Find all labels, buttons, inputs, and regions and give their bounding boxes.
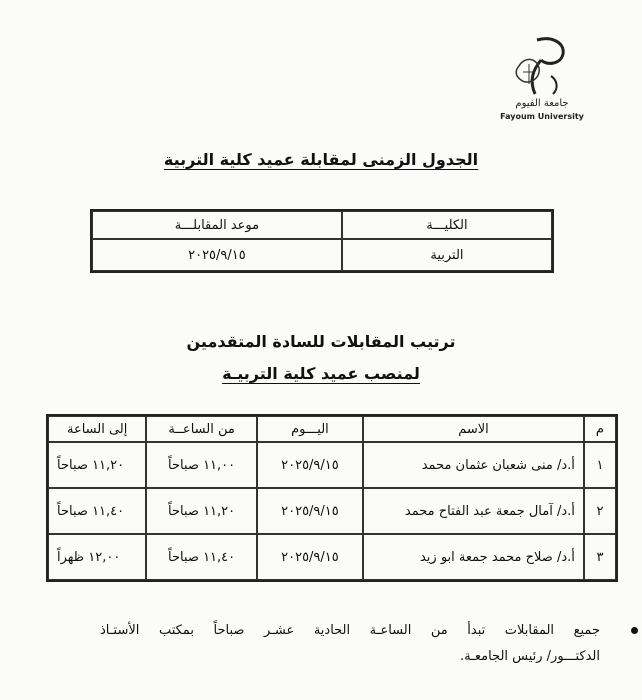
logo-english-name: Fayoum University [500, 112, 584, 121]
header-name: الاسم [363, 416, 584, 442]
cell-to-time [48, 534, 146, 580]
cell-to-time [48, 488, 146, 534]
schedule-table-header [92, 211, 552, 239]
cell-name: أ.د/ آمال جمعة عبد الفتاح محمد [363, 488, 584, 534]
header-faculty: الكليـــة [342, 211, 552, 239]
cell-day: ٢٠٢٥/٩/١٥ [257, 442, 363, 488]
table-row [48, 488, 616, 534]
cell-from-time: ١١,٢٠ صباحاً [146, 488, 256, 534]
cell-day: ٢٠٢٥/٩/١٥ [257, 534, 363, 580]
cell-faculty: التربية [342, 239, 552, 271]
cell-from-time: ١١,٠٠ صباحاً [146, 442, 256, 488]
cell-from-time: ١١,٤٠ صباحاً [146, 534, 256, 580]
cell-number: ٢ [584, 488, 616, 534]
logo-arabic-name: جامعة الفيوم [515, 98, 569, 109]
schedule-table [90, 209, 554, 273]
candidates-table [46, 414, 618, 582]
header-number: م [584, 416, 616, 442]
note-line-1: جميع المقابلات تبدأ من الساعـة الحادية عشـر صباحاً بمكتب الأستـاذ [100, 623, 600, 638]
page-title-text: الجدول الزمنى لمقابلة عميد كلية التربية [163, 150, 479, 169]
note [100, 618, 600, 670]
cell-name: أ.د/ منى شعبان عثمان محمد [363, 442, 584, 488]
page-title [0, 150, 642, 169]
table-row [48, 534, 616, 580]
cell-to-time-value: ١٢,٠٠ ظهراً [57, 549, 121, 565]
university-logo [497, 36, 587, 122]
header-interview-date: موعد المقابلـــة [92, 211, 342, 239]
section-subtitle [0, 364, 642, 383]
fayoum-university-logo-icon [507, 36, 577, 98]
cell-number: ١ [584, 442, 616, 488]
cell-name: أ.د/ صلاح محمد جمعة ابو زيد [363, 534, 584, 580]
table-row [48, 442, 616, 488]
cell-day: ٢٠٢٥/٩/١٥ [257, 488, 363, 534]
cell-to-time-value: ١١,٤٠ صباحاً [57, 503, 125, 519]
cell-to-time-value: ١١,٢٠ صباحاً [57, 457, 125, 473]
section-subtitle-text: لمنصب عميد كلية التربيـة [222, 364, 420, 383]
header-day: اليـــوم [257, 416, 363, 442]
note-line-2: الدكتـــور/ رئيس الجامعـة. [459, 649, 600, 664]
cell-to-time [48, 442, 146, 488]
schedule-table-row [92, 239, 552, 271]
candidates-table-header [48, 416, 616, 442]
bullet-icon [631, 627, 638, 634]
cell-interview-date: ٢٠٢٥/٩/١٥ [92, 239, 342, 271]
cell-number: ٣ [584, 534, 616, 580]
header-to-time: إلى الساعة [48, 416, 146, 442]
section-title: ترتيب المقابلات للسادة المتقدمين [186, 332, 456, 351]
header-from-time: من الساعــة [146, 416, 256, 442]
